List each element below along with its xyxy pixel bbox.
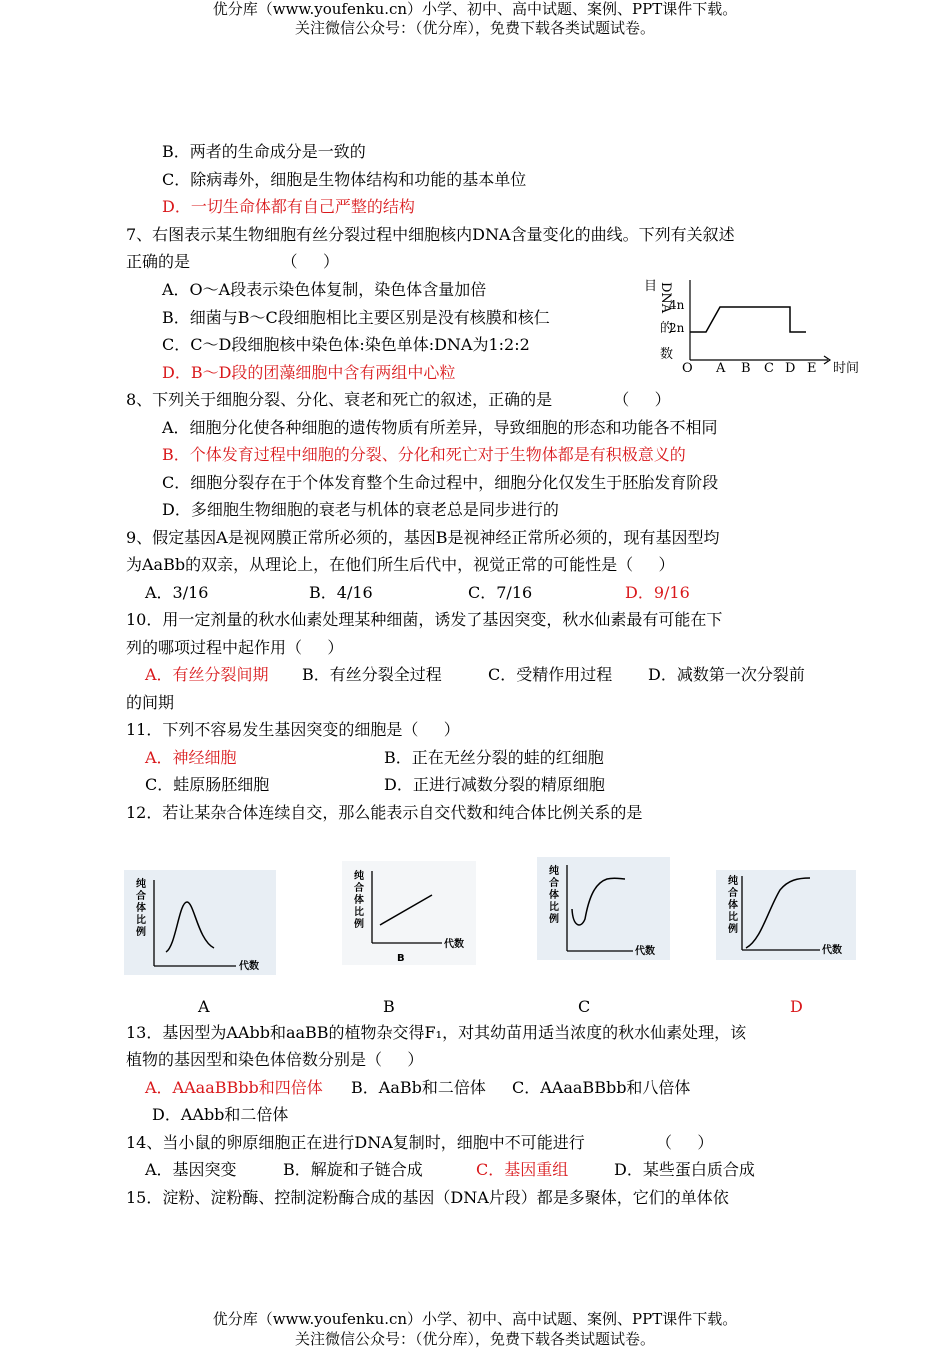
q8-option-c: C．细胞分裂存在于个体发育整个生命过程中，细胞分化仅发生于胚胎发育阶段	[162, 473, 719, 492]
graph-x-tick-o: O	[682, 361, 693, 376]
q13-stem-line-1: 13．基因型为AAbb和aaBB的植物杂交得F₁，对其幼苗用适当浓度的秋水仙素处理，该	[126, 1023, 747, 1042]
q12-graph-b	[342, 861, 476, 965]
q13-option-d: D．AAbb和二倍体	[152, 1105, 289, 1124]
page-footer-line-1: 优分库（www.youfenku.cn）小学、初中、高中试题、案例、PPT课件下载。	[212, 1310, 738, 1328]
q8-option-d: D．多细胞生物细胞的衰老与机体的衰老总是同步进行的	[162, 500, 559, 519]
q8-stem: 8、下列关于细胞分裂、分化、衰老和死亡的叙述，正确的是 （ ）	[126, 390, 671, 409]
q6-option-b: B．两者的生命成分是一致的	[162, 142, 366, 161]
page-footer-line-2: 关注微信公众号：（优分库），免费下载各类试题试卷。	[294, 1330, 655, 1348]
graph-b-ylabel: 纯合体比例	[354, 871, 364, 930]
q12-graph-a	[124, 870, 276, 975]
q11-stem: 11．下列不容易发生基因突变的细胞是（ ）	[126, 720, 460, 739]
graph-c-ylabel: 纯合体比例	[549, 866, 559, 925]
q7-stem-line-1: 7、右图表示某生物细胞有丝分裂过程中细胞核内DNA含量变化的曲线。下列有关叙述	[126, 225, 735, 244]
q14-option-b: B．解旋和子链合成	[283, 1160, 423, 1179]
q13-option-c: C．AAaaBBbb和八倍体	[512, 1078, 691, 1097]
q9-stem-line-2: 为AaBb的双亲，从理论上，在他们所生后代中，视觉正常的可能性是（ ）	[126, 555, 675, 574]
q6-option-d: D．一切生命体都有自己严整的结构	[162, 197, 415, 216]
graph-d-ylabel: 纯合体比例	[728, 876, 738, 935]
q11-option-c: C．蛙原肠胚细胞	[145, 775, 270, 794]
graph-c-xlabel: 代数	[635, 946, 655, 957]
q7-option-b: B．细菌与B～C段细胞相比主要区别是没有核膜和核仁	[162, 308, 550, 327]
q7-option-d: D．B～D段的团藻细胞中含有两组中心粒	[162, 363, 456, 382]
q10-stem-line-1: 10．用一定剂量的秋水仙素处理某种细菌，诱发了基因突变，秋水仙素最有可能在下	[126, 610, 723, 629]
q12-graph-c	[537, 857, 670, 960]
page-header-line-2: 关注微信公众号：（优分库），免费下载各类试题试卷。	[294, 19, 655, 37]
q10-option-c: C．受精作用过程	[488, 665, 613, 684]
q11-option-a: A．神经细胞	[145, 748, 237, 767]
graph-a-ylabel: 纯合体比例	[136, 879, 146, 938]
q9-option-d: D．9/16	[625, 583, 690, 602]
q7-dna-graph	[640, 272, 870, 382]
graph-a-xlabel: 代数	[239, 961, 259, 972]
graph-ylabel-2: 的	[660, 321, 674, 336]
q10-option-a: A．有丝分裂间期	[145, 665, 269, 684]
q15-stem: 15．淀粉、淀粉酶、控制淀粉酶合成的基因（DNA片段）都是多聚体，它们的单体依	[126, 1188, 729, 1207]
q11-option-b: B．正在无丝分裂的蛙的红细胞	[384, 748, 604, 767]
graph-dna-curve	[690, 307, 806, 332]
q7-option-a: A．O～A段表示染色体复制，染色体含量加倍	[162, 280, 487, 299]
graph-b-xlabel: 代数	[444, 939, 464, 950]
graph-x-tick-b: B	[741, 361, 751, 376]
q9-option-c: C．7/16	[468, 583, 533, 602]
graph-x-tick-a: A	[716, 361, 726, 376]
q10-option-b: B．有丝分裂全过程	[302, 665, 442, 684]
q12-caption-d: D	[790, 997, 803, 1016]
q13-stem-line-2: 植物的基因型和染色体倍数分别是（ ）	[126, 1050, 424, 1069]
graph-d-xlabel: 代数	[822, 945, 842, 956]
q14-option-c: C．基因重组	[476, 1160, 569, 1179]
q11-option-d: D．正进行减数分裂的精原细胞	[384, 775, 605, 794]
q7-option-c: C．C～D段细胞核中染色体:染色单体:DNA为1:2:2	[162, 335, 530, 354]
page-header-line-1: 优分库（www.youfenku.cn）小学、初中、高中试题、案例、PPT课件下载。	[212, 0, 738, 18]
q10-option-d: D．减数第一次分裂前	[648, 665, 805, 684]
q8-option-a: A．细胞分化使各种细胞的遗传物质有所差异，导致细胞的形态和功能各不相同	[162, 418, 718, 437]
q9-option-a: A．3/16	[145, 583, 209, 602]
q6-option-c: C．除病毒外，细胞是生物体结构和功能的基本单位	[162, 170, 527, 189]
graph-ylabel-dna: DNA	[658, 282, 673, 314]
graph-x-tick-d: D	[785, 361, 796, 376]
q13-option-a: A．AAaaBBbb和四倍体	[145, 1078, 323, 1097]
q9-stem-line-1: 9、假定基因A是视网膜正常所必须的，基因B是视神经正常所必须的，现有基因型均	[126, 528, 720, 547]
q10-option-d-continued: 的间期	[126, 693, 175, 712]
q12-graph-d	[716, 870, 856, 960]
graph-ylabel-1: 目	[644, 279, 658, 294]
q12-caption-a: A	[198, 997, 210, 1016]
q14-option-a: A．基因突变	[145, 1160, 237, 1179]
q14-option-d: D．某些蛋白质合成	[614, 1160, 755, 1179]
q12-caption-b: B	[383, 997, 395, 1016]
graph-y-2n: 2n	[669, 321, 685, 335]
q8-option-b: B．个体发育过程中细胞的分裂、分化和死亡对于生物体都是有积极意义的	[162, 445, 686, 464]
q14-stem: 14、当小鼠的卵原细胞正在进行DNA复制时，细胞中不可能进行 （ ）	[126, 1133, 714, 1152]
q12-caption-c: C	[578, 997, 591, 1016]
q13-option-b: B．AaBb和二倍体	[351, 1078, 486, 1097]
graph-x-tick-c: C	[764, 361, 774, 376]
q9-option-b: B．4/16	[309, 583, 373, 602]
graph-x-label: 时间	[833, 361, 860, 376]
graph-x-tick-e: E	[807, 361, 817, 376]
graph-b-sublabel: B	[397, 953, 405, 964]
q10-stem-line-2: 列的哪项过程中起作用（ ）	[126, 638, 344, 657]
q12-stem: 12．若让某杂合体连续自交，那么能表示自交代数和纯合体比例关系的是	[126, 803, 643, 822]
graph-y-4n: 4n	[669, 298, 685, 312]
q7-stem-line-2: 正确的是 （ ）	[126, 252, 339, 271]
graph-ylabel-3: 数	[660, 347, 674, 362]
